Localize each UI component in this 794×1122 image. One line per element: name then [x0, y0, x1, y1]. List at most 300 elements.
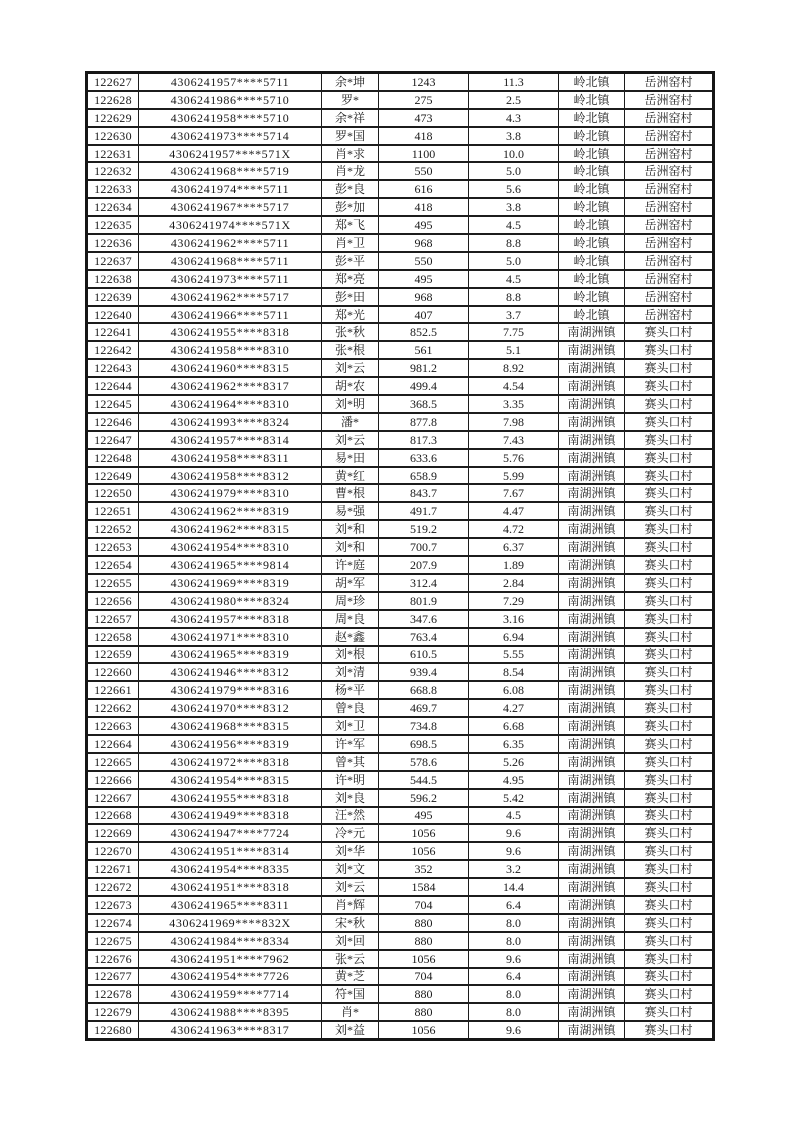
cell-village: 赛头口村 [625, 377, 714, 395]
cell-quantity: 3.8 [469, 198, 559, 216]
cell-name: 周*珍 [322, 592, 379, 610]
cell-serial: 122662 [87, 699, 139, 717]
cell-town: 南湖洲镇 [559, 860, 625, 878]
cell-name: 潘* [322, 413, 379, 431]
cell-village: 赛头口村 [625, 341, 714, 359]
cell-quantity: 7.75 [469, 323, 559, 341]
cell-town: 岭北镇 [559, 306, 625, 324]
cell-town: 南湖洲镇 [559, 413, 625, 431]
cell-quantity: 4.47 [469, 502, 559, 520]
cell-amount: 368.5 [379, 395, 469, 413]
cell-town: 南湖洲镇 [559, 341, 625, 359]
cell-serial: 122671 [87, 860, 139, 878]
cell-quantity: 5.26 [469, 753, 559, 771]
cell-village: 赛头口村 [625, 538, 714, 556]
cell-quantity: 6.4 [469, 896, 559, 914]
cell-serial: 122634 [87, 198, 139, 216]
cell-quantity: 5.6 [469, 180, 559, 198]
table-row [87, 1021, 714, 1039]
cell-serial: 122639 [87, 288, 139, 306]
cell-village: 岳洲窑村 [625, 216, 714, 234]
table-row [87, 270, 714, 288]
cell-town: 岭北镇 [559, 180, 625, 198]
cell-amount: 817.3 [379, 431, 469, 449]
cell-serial: 122648 [87, 449, 139, 467]
table-row [87, 288, 714, 306]
cell-name: 彭*田 [322, 288, 379, 306]
cell-village: 赛头口村 [625, 502, 714, 520]
table-row [87, 449, 714, 467]
cell-amount: 407 [379, 306, 469, 324]
table-row [87, 878, 714, 896]
table-row [87, 252, 714, 270]
table-row [87, 771, 714, 789]
cell-village: 赛头口村 [625, 753, 714, 771]
cell-id_masked: 4306241957****8314 [139, 431, 322, 449]
table-row [87, 1003, 714, 1021]
cell-name: 刘*云 [322, 359, 379, 377]
cell-quantity: 10.0 [469, 145, 559, 163]
cell-quantity: 7.43 [469, 431, 559, 449]
cell-village: 赛头口村 [625, 663, 714, 681]
cell-town: 岭北镇 [559, 127, 625, 145]
cell-name: 刘*良 [322, 789, 379, 807]
cell-serial: 122649 [87, 467, 139, 485]
cell-id_masked: 4306241962****8317 [139, 377, 322, 395]
cell-name: 刘*云 [322, 431, 379, 449]
cell-id_masked: 4306241958****5710 [139, 109, 322, 127]
cell-village: 岳洲窑村 [625, 109, 714, 127]
cell-town: 南湖洲镇 [559, 449, 625, 467]
cell-amount: 418 [379, 198, 469, 216]
cell-serial: 122677 [87, 968, 139, 986]
cell-serial: 122643 [87, 359, 139, 377]
cell-name: 汪*然 [322, 807, 379, 825]
table-row [87, 968, 714, 986]
cell-quantity: 8.0 [469, 914, 559, 932]
cell-id_masked: 4306241958****8312 [139, 467, 322, 485]
cell-name: 刘*清 [322, 663, 379, 681]
cell-town: 南湖洲镇 [559, 323, 625, 341]
cell-amount: 596.2 [379, 789, 469, 807]
cell-amount: 1056 [379, 824, 469, 842]
cell-name: 胡*军 [322, 574, 379, 592]
cell-amount: 698.5 [379, 735, 469, 753]
cell-town: 南湖洲镇 [559, 592, 625, 610]
cell-serial: 122673 [87, 896, 139, 914]
table-row [87, 109, 714, 127]
table-row [87, 896, 714, 914]
cell-amount: 852.5 [379, 323, 469, 341]
cell-amount: 1056 [379, 842, 469, 860]
cell-id_masked: 4306241958****8310 [139, 341, 322, 359]
cell-serial: 122680 [87, 1021, 139, 1039]
cell-serial: 122636 [87, 234, 139, 252]
cell-town: 南湖洲镇 [559, 395, 625, 413]
cell-name: 刘*文 [322, 860, 379, 878]
cell-village: 赛头口村 [625, 484, 714, 502]
cell-name: 彭*良 [322, 180, 379, 198]
cell-name: 彭*平 [322, 252, 379, 270]
cell-quantity: 8.54 [469, 663, 559, 681]
cell-village: 赛头口村 [625, 842, 714, 860]
cell-quantity: 3.7 [469, 306, 559, 324]
cell-village: 赛头口村 [625, 789, 714, 807]
cell-serial: 122672 [87, 878, 139, 896]
cell-serial: 122641 [87, 323, 139, 341]
cell-serial: 122646 [87, 413, 139, 431]
cell-amount: 880 [379, 1003, 469, 1021]
cell-name: 余*祥 [322, 109, 379, 127]
cell-id_masked: 4306241965****9814 [139, 556, 322, 574]
cell-town: 岭北镇 [559, 234, 625, 252]
table-row [87, 359, 714, 377]
table-row [87, 592, 714, 610]
cell-village: 赛头口村 [625, 681, 714, 699]
cell-amount: 658.9 [379, 467, 469, 485]
cell-name: 罗*国 [322, 127, 379, 145]
table-row [87, 306, 714, 324]
cell-village: 岳洲窑村 [625, 145, 714, 163]
table-row [87, 145, 714, 163]
cell-name: 曹*根 [322, 484, 379, 502]
cell-serial: 122640 [87, 306, 139, 324]
cell-name: 符*国 [322, 985, 379, 1003]
cell-quantity: 9.6 [469, 1021, 559, 1039]
cell-amount: 880 [379, 932, 469, 950]
cell-serial: 122661 [87, 681, 139, 699]
cell-name: 罗* [322, 91, 379, 109]
cell-serial: 122633 [87, 180, 139, 198]
cell-town: 南湖洲镇 [559, 914, 625, 932]
cell-village: 岳洲窑村 [625, 91, 714, 109]
cell-serial: 122632 [87, 162, 139, 180]
cell-name: 刘*益 [322, 1021, 379, 1039]
cell-village: 赛头口村 [625, 1003, 714, 1021]
cell-serial: 122678 [87, 985, 139, 1003]
cell-id_masked: 4306241979****8316 [139, 681, 322, 699]
cell-name: 黄*红 [322, 467, 379, 485]
table-row [87, 413, 714, 431]
cell-amount: 469.7 [379, 699, 469, 717]
cell-village: 岳洲窑村 [625, 198, 714, 216]
cell-village: 赛头口村 [625, 950, 714, 968]
table-row [87, 73, 714, 91]
cell-amount: 939.4 [379, 663, 469, 681]
cell-serial: 122679 [87, 1003, 139, 1021]
table-row [87, 198, 714, 216]
cell-id_masked: 4306241971****8310 [139, 628, 322, 646]
cell-amount: 734.8 [379, 717, 469, 735]
cell-id_masked: 4306241957****571X [139, 145, 322, 163]
cell-town: 岭北镇 [559, 270, 625, 288]
cell-serial: 122631 [87, 145, 139, 163]
cell-quantity: 3.2 [469, 860, 559, 878]
table-row [87, 985, 714, 1003]
cell-village: 赛头口村 [625, 467, 714, 485]
cell-village: 赛头口村 [625, 323, 714, 341]
cell-name: 周*良 [322, 610, 379, 628]
cell-quantity: 6.94 [469, 628, 559, 646]
cell-name: 杨*平 [322, 681, 379, 699]
table-row [87, 502, 714, 520]
table-row [87, 860, 714, 878]
cell-serial: 122660 [87, 663, 139, 681]
cell-quantity: 7.29 [469, 592, 559, 610]
cell-amount: 207.9 [379, 556, 469, 574]
cell-village: 赛头口村 [625, 896, 714, 914]
cell-serial: 122668 [87, 807, 139, 825]
cell-amount: 801.9 [379, 592, 469, 610]
cell-name: 刘*和 [322, 520, 379, 538]
cell-name: 曾*良 [322, 699, 379, 717]
cell-serial: 122670 [87, 842, 139, 860]
cell-name: 肖* [322, 1003, 379, 1021]
cell-amount: 312.4 [379, 574, 469, 592]
cell-id_masked: 4306241973****5714 [139, 127, 322, 145]
cell-village: 赛头口村 [625, 592, 714, 610]
cell-name: 冷*元 [322, 824, 379, 842]
cell-id_masked: 4306241951****7962 [139, 950, 322, 968]
cell-quantity: 9.6 [469, 824, 559, 842]
cell-quantity: 11.3 [469, 73, 559, 91]
cell-serial: 122658 [87, 628, 139, 646]
cell-town: 南湖洲镇 [559, 681, 625, 699]
cell-serial: 122675 [87, 932, 139, 950]
table-row [87, 162, 714, 180]
cell-village: 赛头口村 [625, 807, 714, 825]
cell-town: 南湖洲镇 [559, 950, 625, 968]
cell-quantity: 3.16 [469, 610, 559, 628]
cell-id_masked: 4306241979****8310 [139, 484, 322, 502]
cell-town: 岭北镇 [559, 162, 625, 180]
cell-serial: 122630 [87, 127, 139, 145]
cell-amount: 495 [379, 270, 469, 288]
cell-village: 赛头口村 [625, 985, 714, 1003]
cell-name: 郑*亮 [322, 270, 379, 288]
cell-amount: 668.8 [379, 681, 469, 699]
cell-amount: 704 [379, 968, 469, 986]
cell-id_masked: 4306241949****8318 [139, 807, 322, 825]
cell-town: 南湖洲镇 [559, 646, 625, 664]
cell-town: 南湖洲镇 [559, 896, 625, 914]
cell-id_masked: 4306241946****8312 [139, 663, 322, 681]
cell-id_masked: 4306241947****7724 [139, 824, 322, 842]
cell-id_masked: 4306241962****5717 [139, 288, 322, 306]
table-row [87, 753, 714, 771]
cell-quantity: 4.3 [469, 109, 559, 127]
cell-name: 肖*辉 [322, 896, 379, 914]
cell-name: 肖*求 [322, 145, 379, 163]
cell-quantity: 5.0 [469, 162, 559, 180]
cell-village: 赛头口村 [625, 968, 714, 986]
cell-amount: 968 [379, 288, 469, 306]
cell-name: 许*庭 [322, 556, 379, 574]
cell-id_masked: 4306241959****7714 [139, 985, 322, 1003]
cell-amount: 968 [379, 234, 469, 252]
cell-id_masked: 4306241954****7726 [139, 968, 322, 986]
cell-village: 赛头口村 [625, 359, 714, 377]
cell-amount: 880 [379, 914, 469, 932]
cell-serial: 122665 [87, 753, 139, 771]
cell-quantity: 8.0 [469, 985, 559, 1003]
table-row [87, 628, 714, 646]
cell-quantity: 8.8 [469, 288, 559, 306]
cell-town: 南湖洲镇 [559, 359, 625, 377]
cell-quantity: 8.0 [469, 1003, 559, 1021]
cell-town: 南湖洲镇 [559, 467, 625, 485]
cell-town: 岭北镇 [559, 145, 625, 163]
cell-amount: 880 [379, 985, 469, 1003]
cell-serial: 122656 [87, 592, 139, 610]
cell-id_masked: 4306241974****5711 [139, 180, 322, 198]
table-row [87, 842, 714, 860]
cell-town: 南湖洲镇 [559, 824, 625, 842]
cell-town: 南湖洲镇 [559, 699, 625, 717]
cell-amount: 1100 [379, 145, 469, 163]
cell-id_masked: 4306241951****8314 [139, 842, 322, 860]
cell-name: 许*军 [322, 735, 379, 753]
cell-amount: 495 [379, 807, 469, 825]
cell-quantity: 7.98 [469, 413, 559, 431]
cell-serial: 122664 [87, 735, 139, 753]
cell-amount: 544.5 [379, 771, 469, 789]
subsidy-table [85, 71, 715, 1041]
cell-town: 岭北镇 [559, 73, 625, 91]
cell-name: 张*秋 [322, 323, 379, 341]
cell-town: 南湖洲镇 [559, 538, 625, 556]
cell-town: 南湖洲镇 [559, 610, 625, 628]
cell-village: 赛头口村 [625, 878, 714, 896]
cell-quantity: 4.27 [469, 699, 559, 717]
cell-serial: 122676 [87, 950, 139, 968]
cell-town: 南湖洲镇 [559, 377, 625, 395]
cell-name: 刘*回 [322, 932, 379, 950]
cell-name: 黄*芝 [322, 968, 379, 986]
cell-quantity: 9.6 [469, 950, 559, 968]
cell-town: 南湖洲镇 [559, 753, 625, 771]
cell-village: 岳洲窑村 [625, 180, 714, 198]
cell-amount: 843.7 [379, 484, 469, 502]
cell-name: 郑*光 [322, 306, 379, 324]
cell-amount: 491.7 [379, 502, 469, 520]
cell-town: 岭北镇 [559, 252, 625, 270]
cell-amount: 578.6 [379, 753, 469, 771]
table-row [87, 431, 714, 449]
table-row [87, 824, 714, 842]
table-row [87, 574, 714, 592]
cell-id_masked: 4306241966****5711 [139, 306, 322, 324]
cell-town: 南湖洲镇 [559, 842, 625, 860]
table-row [87, 807, 714, 825]
cell-quantity: 5.42 [469, 789, 559, 807]
cell-serial: 122654 [87, 556, 139, 574]
cell-village: 赛头口村 [625, 1021, 714, 1039]
table-row [87, 216, 714, 234]
cell-village: 岳洲窑村 [625, 127, 714, 145]
cell-town: 南湖洲镇 [559, 735, 625, 753]
cell-serial: 122655 [87, 574, 139, 592]
cell-village: 赛头口村 [625, 628, 714, 646]
cell-serial: 122657 [87, 610, 139, 628]
cell-amount: 1243 [379, 73, 469, 91]
cell-amount: 610.5 [379, 646, 469, 664]
cell-amount: 700.7 [379, 538, 469, 556]
cell-id_masked: 4306241954****8315 [139, 771, 322, 789]
table-row [87, 91, 714, 109]
cell-serial: 122629 [87, 109, 139, 127]
cell-serial: 122637 [87, 252, 139, 270]
cell-village: 岳洲窑村 [625, 234, 714, 252]
cell-quantity: 6.08 [469, 681, 559, 699]
cell-serial: 122674 [87, 914, 139, 932]
cell-town: 南湖洲镇 [559, 985, 625, 1003]
cell-quantity: 2.84 [469, 574, 559, 592]
cell-id_masked: 4306241957****8318 [139, 610, 322, 628]
cell-town: 岭北镇 [559, 109, 625, 127]
cell-serial: 122628 [87, 91, 139, 109]
cell-village: 赛头口村 [625, 914, 714, 932]
cell-name: 许*明 [322, 771, 379, 789]
cell-town: 南湖洲镇 [559, 771, 625, 789]
cell-name: 刘*云 [322, 878, 379, 896]
cell-amount: 550 [379, 162, 469, 180]
cell-town: 岭北镇 [559, 288, 625, 306]
cell-town: 南湖洲镇 [559, 520, 625, 538]
cell-name: 赵*鑫 [322, 628, 379, 646]
cell-name: 易*强 [322, 502, 379, 520]
cell-id_masked: 4306241970****8312 [139, 699, 322, 717]
cell-id_masked: 4306241972****8318 [139, 753, 322, 771]
cell-amount: 1584 [379, 878, 469, 896]
cell-serial: 122647 [87, 431, 139, 449]
cell-village: 赛头口村 [625, 735, 714, 753]
cell-village: 赛头口村 [625, 860, 714, 878]
table-row [87, 180, 714, 198]
cell-quantity: 6.37 [469, 538, 559, 556]
cell-amount: 347.6 [379, 610, 469, 628]
table-row [87, 735, 714, 753]
cell-village: 赛头口村 [625, 574, 714, 592]
cell-id_masked: 4306241980****8324 [139, 592, 322, 610]
table-row [87, 789, 714, 807]
table-row [87, 699, 714, 717]
cell-id_masked: 4306241968****5719 [139, 162, 322, 180]
cell-town: 南湖洲镇 [559, 932, 625, 950]
cell-quantity: 8.0 [469, 932, 559, 950]
cell-name: 肖*卫 [322, 234, 379, 252]
cell-amount: 633.6 [379, 449, 469, 467]
cell-id_masked: 4306241954****8310 [139, 538, 322, 556]
cell-id_masked: 4306241957****5711 [139, 73, 322, 91]
table-row [87, 610, 714, 628]
cell-amount: 352 [379, 860, 469, 878]
cell-serial: 122663 [87, 717, 139, 735]
cell-serial: 122651 [87, 502, 139, 520]
cell-village: 赛头口村 [625, 932, 714, 950]
cell-id_masked: 4306241962****8319 [139, 502, 322, 520]
cell-town: 南湖洲镇 [559, 968, 625, 986]
cell-amount: 1056 [379, 950, 469, 968]
cell-quantity: 4.72 [469, 520, 559, 538]
table-row [87, 377, 714, 395]
table-row [87, 663, 714, 681]
cell-town: 南湖洲镇 [559, 807, 625, 825]
cell-amount: 418 [379, 127, 469, 145]
cell-town: 南湖洲镇 [559, 502, 625, 520]
cell-serial: 122666 [87, 771, 139, 789]
cell-town: 南湖洲镇 [559, 484, 625, 502]
